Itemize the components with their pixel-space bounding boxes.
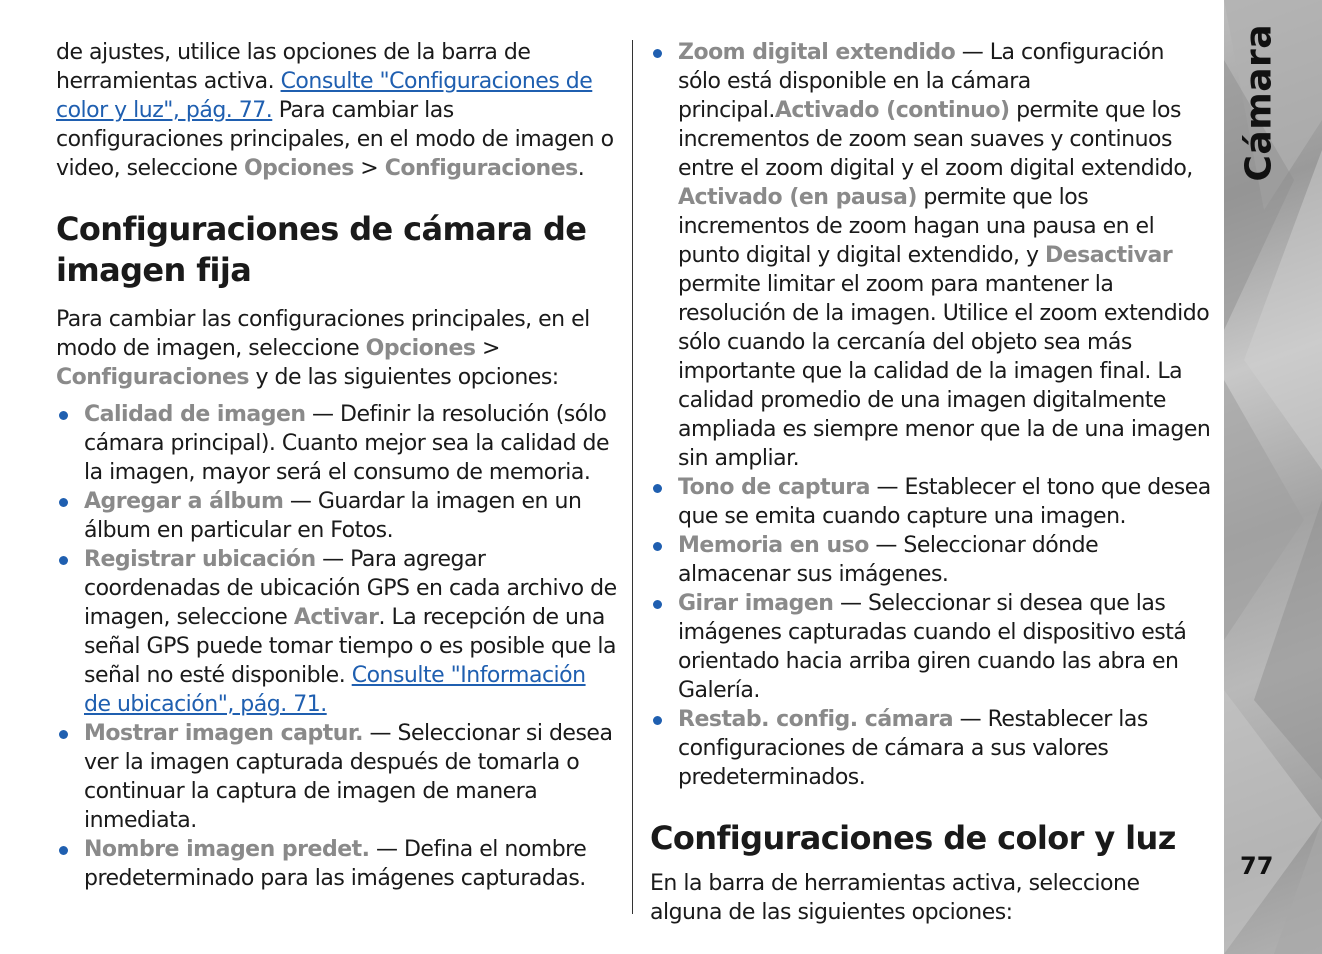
option-desc: — Seleccionar dónde almacenar sus imágenes. (678, 533, 1099, 587)
list-item (56, 487, 618, 545)
para-text: Para cambiar las configuraciones principales, en el modo de imagen, seleccione (56, 307, 590, 361)
option-desc: — La configuración sólo está disponible en la cámara principal. (678, 40, 1164, 123)
list-item (650, 531, 1212, 589)
option-term: Memoria en uso (678, 533, 869, 558)
option-desc-4: permite limitar el zoom para mantener la resolución de la imagen. Utilice el zoom extendido sólo cuando la cercanía del objeto sea más importante que la calidad de la imagen final. La calidad promedio de una imagen digitalmente ampliada es siempre menor que la de una imagen sin ampliar. (678, 272, 1211, 471)
menu-separator: > (353, 156, 385, 181)
menu-option-configuraciones-2: Configuraciones (56, 365, 250, 390)
section-title-text: Cámara (1238, 23, 1280, 182)
list-item (56, 545, 618, 719)
option-value-desactivar: Desactivar (1044, 243, 1173, 268)
intro-paragraph (56, 38, 618, 183)
section-heading-color-light: Configuraciones de color y luz (650, 819, 1176, 857)
left-column (56, 38, 618, 893)
section-heading-still-camera: Configuraciones de cámara de imagen fija (56, 210, 587, 289)
option-desc: — Definir la resolución (sólo cámara principal). Cuanto mejor sea la calidad de la imagen, mayor será el consumo de memoria. (84, 402, 610, 485)
page-number: 77 (1240, 852, 1274, 880)
para-text-2: y de las siguientes opciones: (249, 365, 559, 390)
option-desc: — Seleccionar si desea ver la imagen capturada después de tomarla o continuar la captura de imagen de manera inmediata. (84, 721, 613, 833)
option-desc: — Guardar la imagen en un álbum en particular en Fotos. (84, 489, 582, 543)
option-desc: — Seleccionar si desea que las imágenes capturadas cuando el dispositivo está orientado hacia arriba giren cuando las abra en Galería. (678, 591, 1187, 703)
color-light-paragraph: En la barra de herramientas activa, seleccione alguna de las siguientes opciones: (650, 871, 1140, 925)
option-desc: — Restablecer las configuraciones de cámara a sus valores predeterminados. (678, 707, 1148, 790)
option-desc-2: permite que los incrementos de zoom sean suaves y continuos entre el zoom digital y el zoom digital extendido, (678, 98, 1193, 181)
still-camera-options-list (56, 400, 618, 893)
column-divider (632, 40, 633, 914)
option-term: Restab. config. cámara (678, 707, 954, 732)
option-term: Tono de captura (678, 475, 870, 500)
option-term: Girar imagen (678, 591, 834, 616)
option-value-activar: Activar (293, 605, 379, 630)
option-desc: — Defina el nombre predeterminado para las imágenes capturadas. (84, 837, 587, 891)
link-color-light[interactable]: Consulte "Configuraciones de color y luz", pág. 77. (56, 69, 593, 123)
menu-option-configuraciones: Configuraciones (384, 156, 578, 181)
list-item (56, 400, 618, 487)
intro-text-2: Para cambiar las configuraciones principales, en el modo de imagen o video, seleccione (56, 98, 614, 181)
menu-option-opciones: Opciones (243, 156, 354, 181)
section-title-vertical (1230, 23, 1290, 190)
option-desc-3: permite que los incrementos de zoom hagan una pausa en el punto digital y digital extendido, y (678, 185, 1155, 268)
menu-separator-2: > (475, 336, 500, 361)
option-term: Agregar a álbum (84, 489, 284, 514)
option-term: Registrar ubicación (84, 547, 316, 572)
option-value-pausa: Activado (en pausa) (678, 185, 917, 210)
intro-text: de ajustes, utilice las opciones de la barra de herramientas activa. (56, 40, 531, 94)
list-item (650, 473, 1212, 531)
option-term: Calidad de imagen (84, 402, 306, 427)
option-desc-2: . La recepción de una señal GPS puede tomar tiempo o es posible que la señal no esté disponible. (84, 605, 616, 688)
list-item (650, 38, 1212, 473)
link-location-info[interactable]: Consulte "Información de ubicación", pág. 71. (84, 663, 586, 717)
still-camera-options-list-cont (650, 38, 1212, 792)
option-desc: — Para agregar coordenadas de ubicación GPS en cada archivo de imagen, seleccione (84, 547, 617, 630)
list-item (56, 719, 618, 835)
option-term: Mostrar imagen captur. (84, 721, 364, 746)
still-camera-paragraph (56, 305, 618, 392)
right-column (650, 38, 1212, 927)
list-item (650, 589, 1212, 705)
option-term: Zoom digital extendido (678, 40, 956, 65)
list-item (56, 835, 618, 893)
menu-option-opciones-2: Opciones (365, 336, 476, 361)
option-desc: — Establecer el tono que desea que se emita cuando capture una imagen. (678, 475, 1211, 529)
option-term: Nombre imagen predet. (84, 837, 370, 862)
intro-text-3: . (577, 156, 585, 181)
option-value-continuo: Activado (continuo) (774, 98, 1010, 123)
list-item (650, 705, 1212, 792)
